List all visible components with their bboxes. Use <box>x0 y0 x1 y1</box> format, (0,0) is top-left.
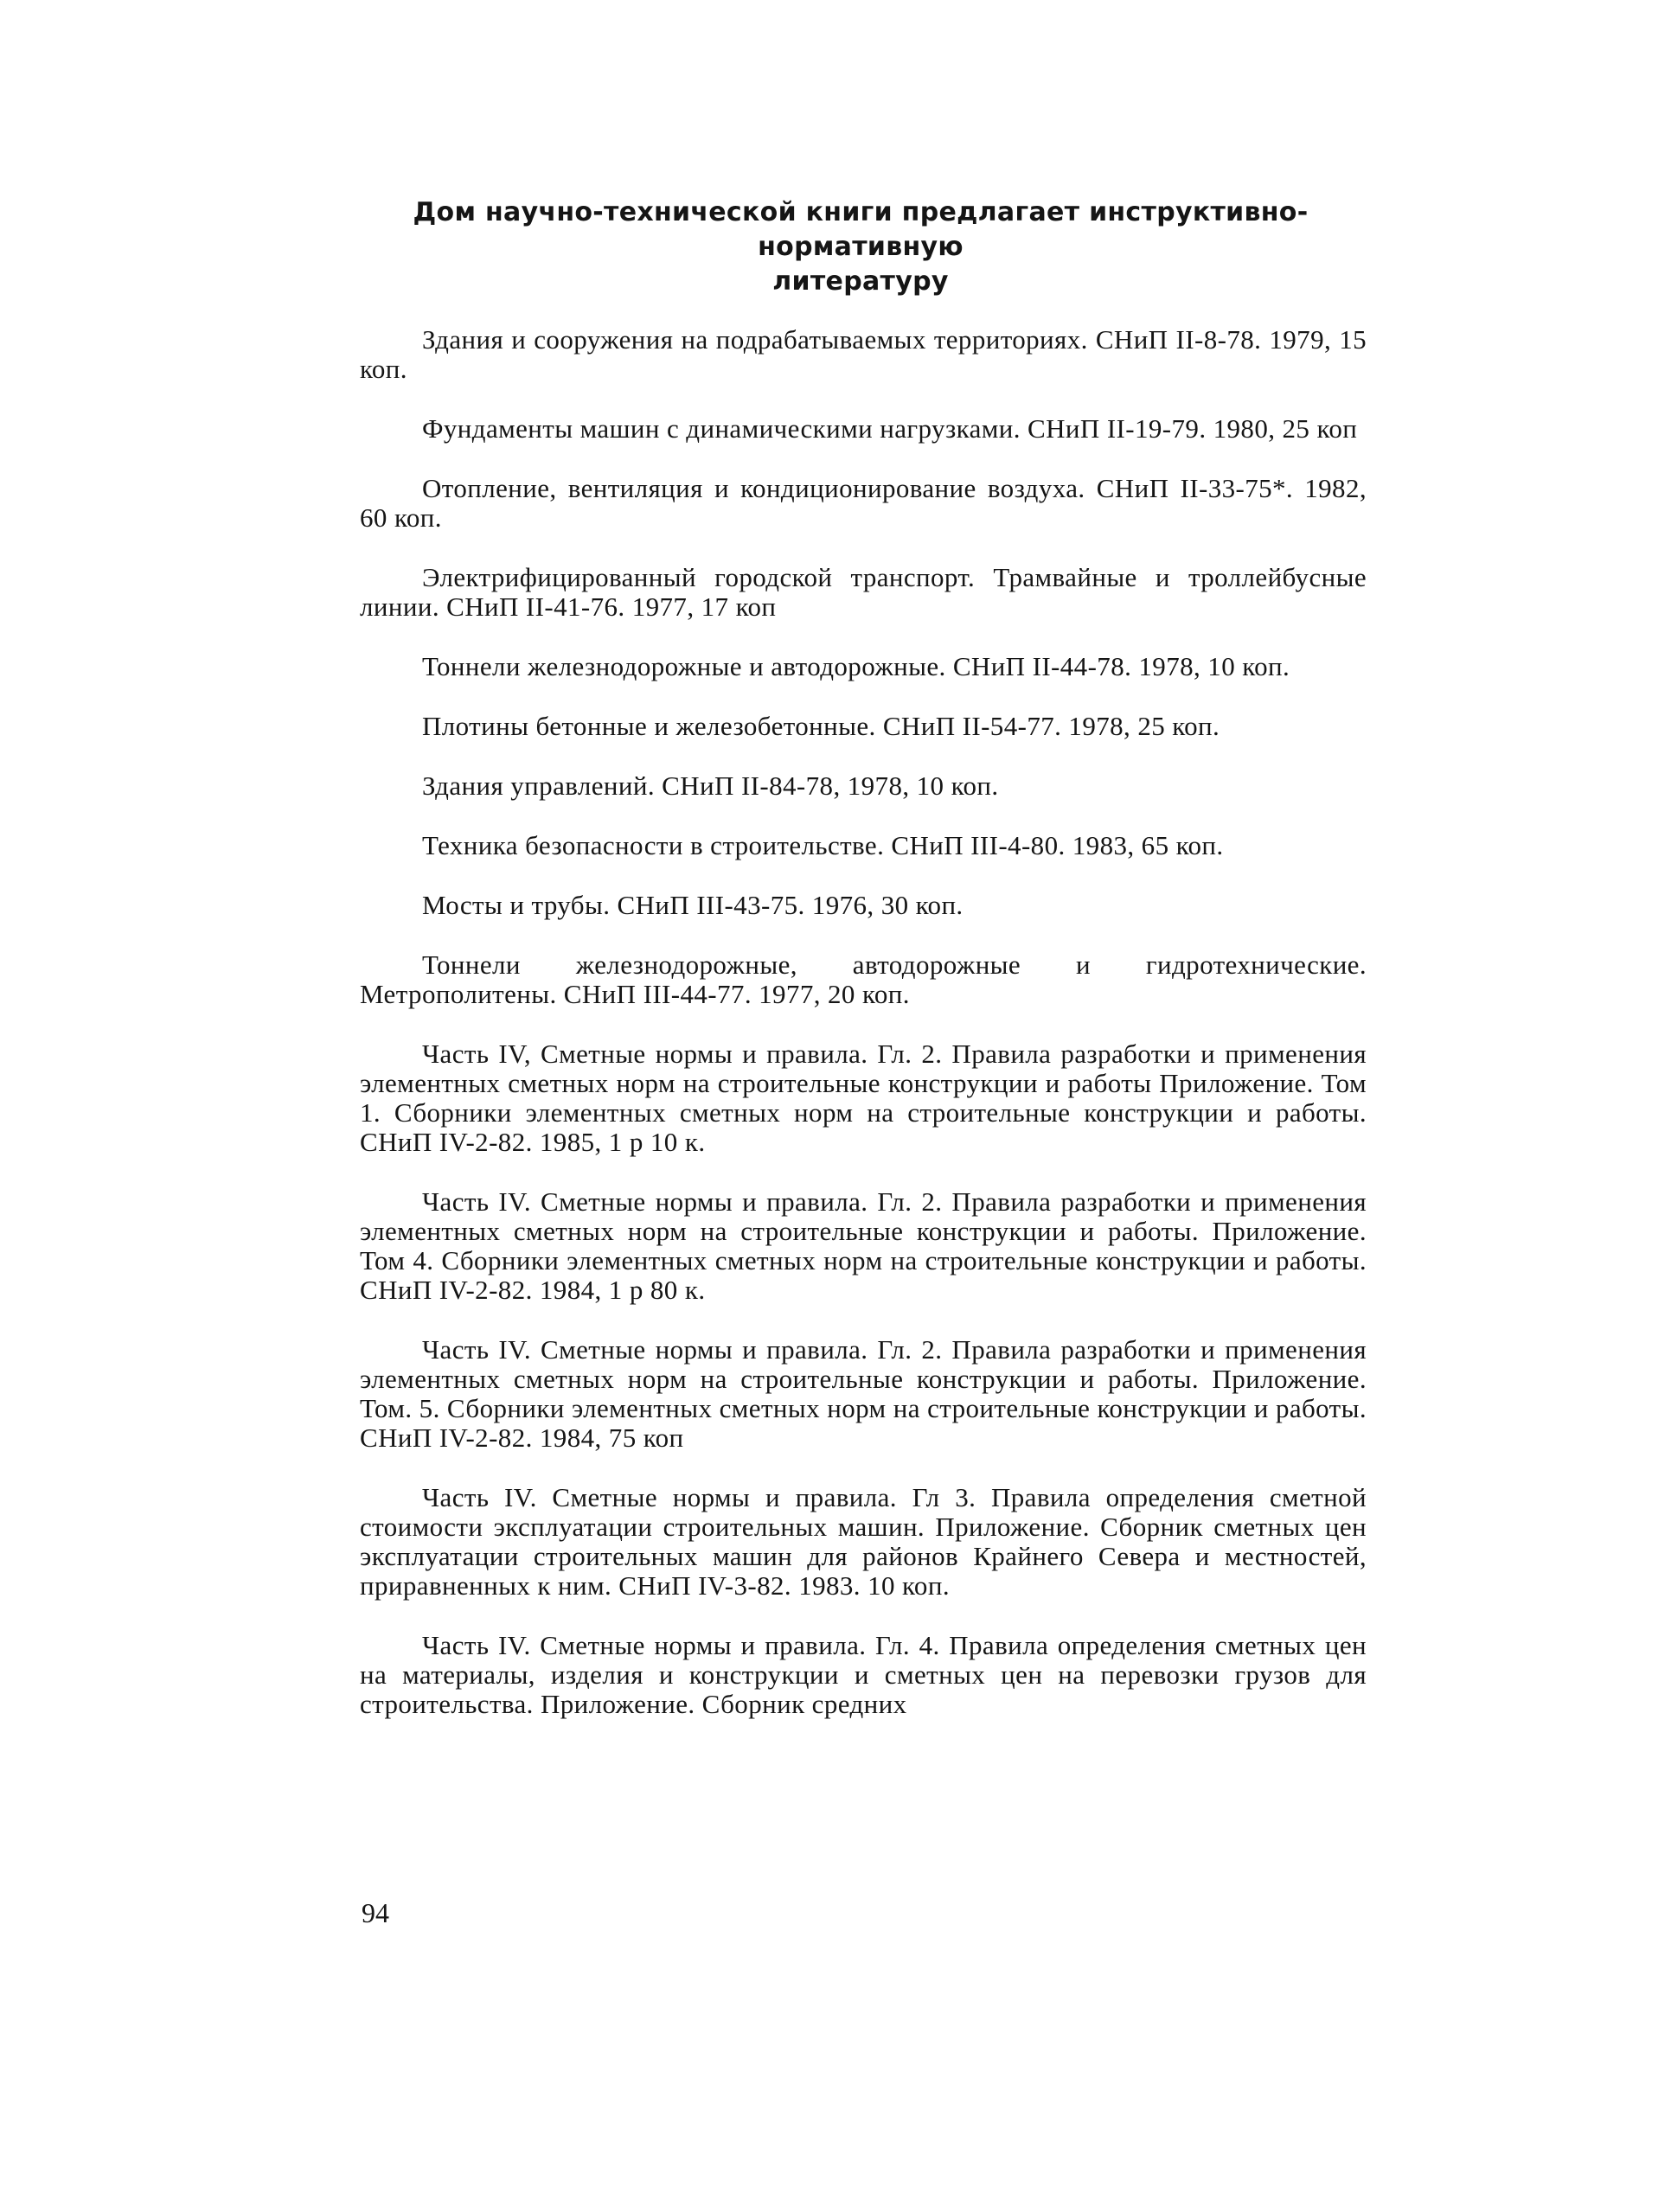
heading-line-2: литературу <box>772 266 949 297</box>
book-entry-5: Тоннели железнодорожные и автодорожные. СНиП II-44-78. 1978, 10 коп. <box>422 651 1290 681</box>
book-entry-4: Электрифицированный городской транспорт. Трамвайные и троллейбусные линии. СНиП II-41-76. 1977, 17 коп <box>360 562 1367 622</box>
book-entry-7: Здания управлений. СНиП II-84-78, 1978, 10 коп. <box>422 770 999 801</box>
book-entry-13: Часть IV. Сметные нормы и правила. Гл. 2. Правила разработки и применения элементных сметных норм на строительные конструкции и работы. Приложение. Том. 5. Сборники элементных сметных норм на строительные конструкции и работы. СНиП IV-2-82. 1984, 75 коп <box>360 1334 1367 1453</box>
book-entry-6: Плотины бетонные и железобетонные. СНиП II-54-77. 1978, 25 коп. <box>422 711 1220 741</box>
book-entry-10: Тоннели железнодорожные, автодорожные и гидротехнические. Метрополитены. СНиП III-44-77. 1977, 20 коп. <box>360 949 1367 1009</box>
page-heading <box>350 195 1371 299</box>
book-entry-12: Часть IV. Сметные нормы и правила. Гл. 2. Правила разработки и применения элементных сметных норм на строительные конструкции и работы. Приложение. Том 4. Сборники элементных сметных норм на строительные конструкции и работы. СНиП IV-2-82. 1984, 1 р 80 к. <box>360 1186 1367 1305</box>
heading-line-1: Дом научно-технической книги предлагает инструктивно-нормативную <box>413 197 1309 262</box>
book-entry-8: Техника безопасности в строительстве. СНиП III-4-80. 1983, 65 коп. <box>422 830 1224 860</box>
book-entry-11: Часть IV, Сметные нормы и правила. Гл. 2. Правила разработки и применения элементных сметных норм на строительные конструкции и работы Приложение. Том 1. Сборники элементных сметных норм на строительные конструкции и работы. СНиП IV-2-82. 1985, 1 р 10 к. <box>360 1039 1367 1157</box>
book-entry-15: Часть IV. Сметные нормы и правила. Гл. 4. Правила определения сметных цен на материалы, изделия и конструкции и сметных цен на перевозки грузов для строительства. Приложение. Сборник средних <box>360 1630 1367 1719</box>
book-entry-1: Здания и сооружения на подрабатываемых территориях. СНиП II-8-78. 1979, 15 коп. <box>360 324 1367 384</box>
book-entry-2: Фундаменты машин с динамическими нагрузками. СНиП II-19-79. 1980, 25 коп <box>422 413 1358 444</box>
book-entry-3: Отопление, вентиляция и кондиционирование воздуха. СНиП II-33-75*. 1982, 60 коп. <box>360 473 1367 533</box>
book-list <box>360 325 1367 1749</box>
book-entry-14: Часть IV. Сметные нормы и правила. Гл 3. Правила определения сметной стоимости эксплуатации строительных машин. Приложение. Сборник сметных цен эксплуатации строительных машин для районов Крайнего Севера и местностей, приравненных к ним. СНиП IV-3-82. 1983. 10 коп. <box>360 1482 1367 1601</box>
page-number: 94 <box>362 1897 389 1928</box>
book-entry-9: Мосты и трубы. СНиП III-43-75. 1976, 30 коп. <box>422 890 964 920</box>
